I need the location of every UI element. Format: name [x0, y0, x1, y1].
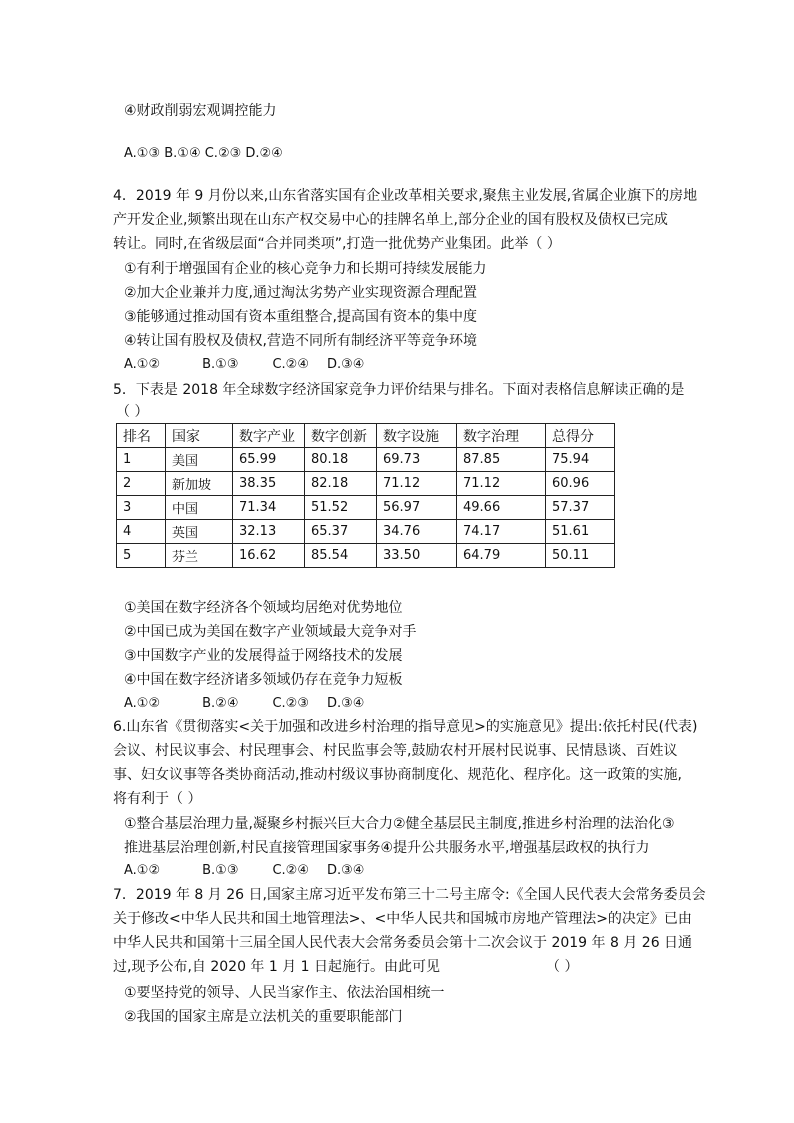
table-cell: 英国: [166, 520, 233, 544]
table-header-cell: 数字治理: [457, 424, 546, 448]
table-cell: 85.54: [305, 544, 377, 568]
q5-item-4: ④中国在数字经济诸多领域仍存在竞争力短板: [124, 672, 403, 688]
table-cell: 80.18: [305, 448, 377, 472]
table-cell: 美国: [166, 448, 233, 472]
table-cell: 5: [117, 544, 166, 568]
table-cell: 60.96: [546, 472, 615, 496]
q3-options: A.①③ B.①④ C.②③ D.②④: [124, 146, 283, 161]
table-cell: 2: [117, 472, 166, 496]
q4-item-3: ③能够通过推动国有资本重组整合,提高国有资本的集中度: [124, 309, 477, 325]
q4-item-4: ④转让国有股权及债权,营造不同所有制经济平等竞争环境: [124, 333, 477, 349]
q7-answer-bracket: （ ）: [546, 959, 579, 975]
q6-stem-line-3: 事、妇女议事等各类协商活动,推动村级议事协商制度化、规范化、程序化。这一政策的实施,: [113, 767, 682, 783]
q6-option-a: A.①②: [124, 863, 161, 878]
table-cell: 65.99: [233, 448, 305, 472]
q5-option-d: D.③④: [327, 696, 365, 711]
q6-option-d: D.③④: [327, 863, 365, 878]
q5-item-2: ②中国已成为美国在数字产业领域最大竞争对手: [124, 624, 417, 640]
q5-options: [124, 694, 364, 714]
table-header-cell: 数字设施: [377, 424, 457, 448]
table-cell: 芬兰: [166, 544, 233, 568]
table-row: [117, 544, 615, 568]
q4-option-b: B.①③: [202, 357, 239, 372]
ranking-table: [116, 423, 615, 568]
table-row: [117, 496, 615, 520]
table-cell: 3: [117, 496, 166, 520]
q5-item-1: ①美国在数字经济各个领域均居绝对优势地位: [124, 600, 403, 616]
table-cell: 4: [117, 520, 166, 544]
table-row: [117, 472, 615, 496]
q6-stem-line-2: 会议、村民议事会、村民理事会、村民监事会等,鼓励农村开展村民说事、民情恳谈、百姓议: [113, 743, 678, 759]
table-header-cell: 数字创新: [305, 424, 377, 448]
q6-item-line-1: ①整合基层治理力量,凝聚乡村振兴巨大合力②健全基层民主制度,推进乡村治理的法治化③: [124, 816, 675, 832]
table-cell: 65.37: [305, 520, 377, 544]
table-cell: 51.52: [305, 496, 377, 520]
q6-item-line-2: 推进基层治理创新,村民直接管理国家事务④提升公共服务水平,增强基层政权的执行力: [124, 840, 650, 856]
q7-stem-line-2: 关于修改<中华人民共和国土地管理法>、<中华人民共和国城市房地产管理法>的决定》已由: [113, 911, 692, 927]
q4-stem-line-3: 转让。同时,在省级层面“合并同类项”,打造一批优势产业集团。此举（ ）: [113, 236, 561, 252]
table-header-cell: 排名: [117, 424, 166, 448]
table-cell: 中国: [166, 496, 233, 520]
table-row: [117, 448, 615, 472]
q5-stem-line-2: （ ）: [116, 404, 149, 420]
table-cell: 1: [117, 448, 166, 472]
table-row: [117, 520, 615, 544]
q6-stem-line-1: 6.山东省《贯彻落实<关于加强和改进乡村治理的指导意见>的实施意见》提出:依托村民(代表): [113, 719, 698, 735]
q7-stem-line-4: 过,现予公布,自 2020 年 1 月 1 日起施行。由此可见: [113, 959, 441, 975]
table-header-cell: 总得分: [546, 424, 615, 448]
q3-item-4: ④财政削弱宏观调控能力: [124, 103, 277, 119]
table-cell: 71.12: [457, 472, 546, 496]
q4-stem-line-2: 产开发企业,频繁出现在山东产权交易中心的挂牌名单上,部分企业的国有股权及债权已完成: [113, 212, 668, 228]
table-cell: 新加坡: [166, 472, 233, 496]
table-cell: 50.11: [546, 544, 615, 568]
q4-option-d: D.③④: [327, 357, 365, 372]
q6-option-b: B.①③: [202, 863, 239, 878]
table-cell: 87.85: [457, 448, 546, 472]
table-header-cell: 国家: [166, 424, 233, 448]
q4-item-2: ②加大企业兼并力度,通过淘汰劣势产业实现资源合理配置: [124, 285, 477, 301]
q4-options: [124, 355, 364, 375]
q4-option-a: A.①②: [124, 357, 161, 372]
q7-item-1: ①要坚持党的领导、人民当家作主、依法治国相统一: [124, 985, 445, 1001]
table-cell: 75.94: [546, 448, 615, 472]
q7-stem-line-3: 中华人民共和国第十三届全国人民代表大会常务委员会第十二次会议于 2019 年 8 月 26 日通: [113, 935, 693, 951]
table-cell: 56.97: [377, 496, 457, 520]
table-cell: 16.62: [233, 544, 305, 568]
table-header-row: [117, 424, 615, 448]
table-cell: 32.13: [233, 520, 305, 544]
table-cell: 33.50: [377, 544, 457, 568]
q6-option-c: C.②④: [272, 863, 309, 878]
q5-item-3: ③中国数字产业的发展得益于网络技术的发展: [124, 648, 403, 664]
q4-stem-line-1: 4．2019 年 9 月份以来,山东省落实国有企业改革相关要求,聚焦主业发展,省属企业旗下的房地: [113, 188, 698, 204]
q7-item-2: ②我国的国家主席是立法机关的重要职能部门: [124, 1009, 403, 1025]
q5-option-a: A.①②: [124, 696, 161, 711]
table-cell: 71.12: [377, 472, 457, 496]
table-cell: 57.37: [546, 496, 615, 520]
q5-option-b: B.②④: [202, 696, 239, 711]
q6-stem-line-4: 将有利于（ ）: [113, 791, 202, 807]
table-cell: 74.17: [457, 520, 546, 544]
q5-option-c: C.②③: [272, 696, 309, 711]
table-cell: 49.66: [457, 496, 546, 520]
q4-option-c: C.②④: [272, 357, 309, 372]
table-cell: 38.35: [233, 472, 305, 496]
q6-options: [124, 861, 364, 881]
table-cell: 71.34: [233, 496, 305, 520]
q4-item-1: ①有利于增强国有企业的核心竞争力和长期可持续发展能力: [124, 261, 487, 277]
table-cell: 64.79: [457, 544, 546, 568]
q5-stem-line-1: 5．下表是 2018 年全球数字经济国家竞争力评价结果与排名。下面对表格信息解读正确的是: [113, 382, 685, 398]
table-header-cell: 数字产业: [233, 424, 305, 448]
table-cell: 82.18: [305, 472, 377, 496]
q7-stem-line-1: 7．2019 年 8 月 26 日,国家主席习近平发布第三十二号主席令:《全国人民代表大会常务委员会: [113, 887, 706, 903]
table-cell: 51.61: [546, 520, 615, 544]
table-cell: 34.76: [377, 520, 457, 544]
table-cell: 69.73: [377, 448, 457, 472]
